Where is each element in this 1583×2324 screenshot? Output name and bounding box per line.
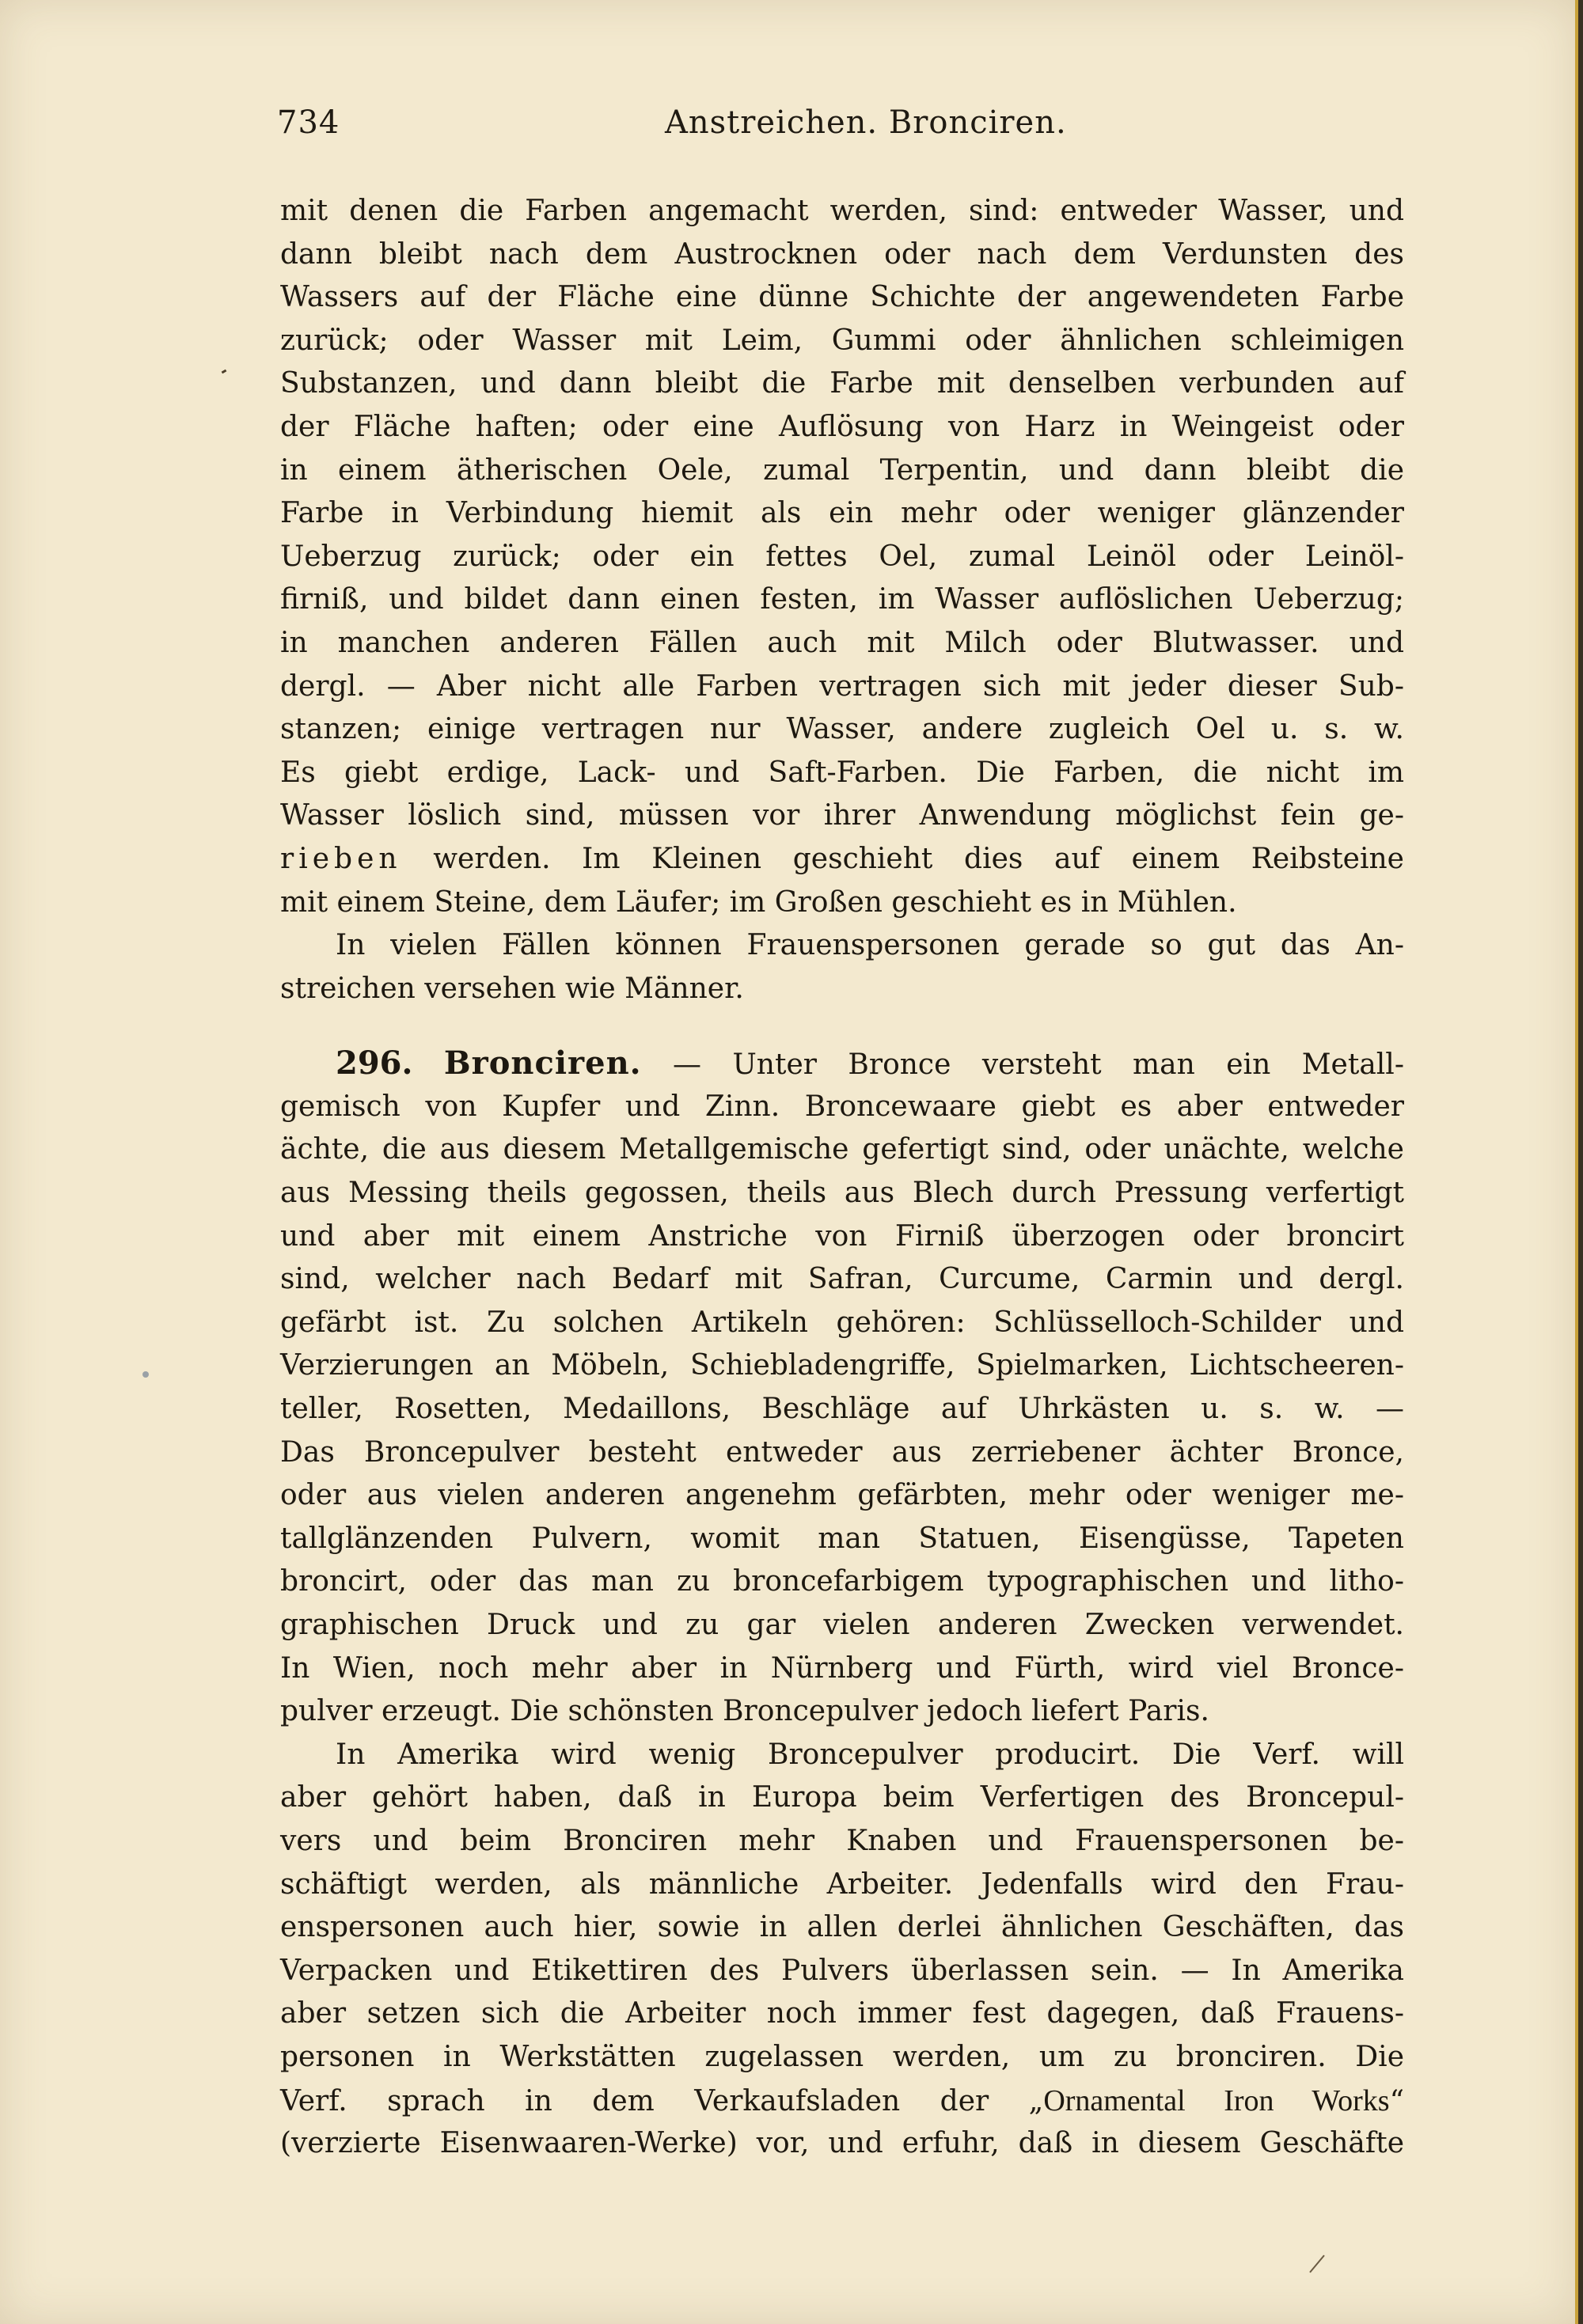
closing-quote: “ [1389,2084,1404,2117]
text-line: Verpacken und Etikettiren des Pulvers überlassen sein. — In Amerika [280,1954,1404,1987]
text-line: oder aus vielen anderen angenehm gefärbten, mehr oder weniger me- [280,1479,1404,1512]
text-line: aus Messing theils gegossen, theils aus Blech durch Pressung verfertigt [280,1177,1404,1210]
text-line: stanzen; einige vertragen nur Wasser, andere zugleich Oel u. s. w. [280,713,1404,746]
text-line: gemisch von Kupfer und Zinn. Broncewaare giebt es aber entweder [280,1090,1404,1123]
text-line: aber setzen sich die Arbeiter noch immer fest dagegen, daß Frauens- [280,1997,1404,2030]
text-line: In Wien, noch mehr aber in Nürnberg und Fürth, wird viel Bronce- [280,1651,1404,1685]
latin-phrase: Ornamental Iron Works [1043,2083,1390,2117]
text-line: schäftigt werden, als männliche Arbeiter. Jedenfalls wird den Frau- [280,1867,1404,1901]
body-text [280,190,1404,2166]
text-line: tallglänzenden Pulvern, womit man Statuen, Eisengüsse, Tapeten [280,1522,1404,1555]
text-line: Es giebt erdige, Lack- und Saft-Farben. Die Farben, die nicht im [280,756,1404,789]
text-line: broncirt, oder das man zu broncefarbigem typographischen und litho- [280,1565,1404,1598]
text-line: Das Broncepulver besteht entweder aus zerriebener ächter Bronce, [280,1435,1404,1469]
text-line: Substanzen, und dann bleibt die Farbe mit denselben verbunden auf [280,367,1404,400]
text-line [280,838,1404,881]
section-number: 296. [336,1044,413,1082]
text-line: sind, welcher nach Bedarf mit Safran, Curcume, Carmin und dergl. [280,1263,1404,1296]
pencil-mark [1309,2255,1325,2273]
text-line: in einem ätherischen Oele, zumal Terpentin, und dann bleibt die [280,453,1404,487]
section-first-line-text: — Unter Bronce versteht man ein Metall- [673,1048,1404,1082]
text-line: enspersonen auch hier, sowie in allen derlei ähnlichen Geschäften, das [280,1911,1404,1944]
section-heading-line [280,1042,1404,1086]
book-edge [1575,0,1583,2324]
text-line: ächte, die aus diesem Metallgemische gefertigt sind, oder unächte, welche [280,1133,1404,1166]
text-line: Verzierungen an Möbeln, Schiebladengriffe, Spielmarken, Lichtscheeren- [280,1349,1404,1382]
text-line: In Amerika wird wenig Broncepulver producirt. Die Verf. will [336,1738,1404,1771]
text-line: personen in Werkstätten zugelassen werden, um zu bronciren. Die [280,2040,1404,2073]
text-line: aber gehört haben, daß in Europa beim Verfertigen des Broncepul- [280,1781,1404,1814]
text-line: und aber mit einem Anstriche von Firniß überzogen oder broncirt [280,1219,1404,1253]
text-line: firniß, und bildet dann einen festen, im Wasser auflöslichen Ueberzug; [280,583,1404,616]
spaced-word: rieben [280,842,402,875]
text-line: pulver erzeugt. Die schönsten Broncepulver jedoch liefert Paris. [280,1695,1209,1728]
text-line: dergl. — Aber nicht alle Farben vertragen sich mit jeder dieser Sub- [280,669,1404,703]
text-line: (verzierte Eisenwaaren-Werke) vor, und erfuhr, daß in diesem Geschäfte [280,2127,1404,2160]
text-line: in manchen anderen Fällen auch mit Milch oder Blutwasser. und [280,626,1404,659]
text-line: zurück; oder Wasser mit Leim, Gummi oder ähnlichen schleimigen [280,324,1404,357]
running-title: Anstreichen. Bronciren. [665,104,1067,141]
text-line: Wasser löslich sind, müssen vor ihrer Anwendung möglichst fein ge- [280,799,1404,832]
margin-dot [142,1371,149,1378]
margin-mark [222,370,227,374]
text-line: streichen versehen wie Männer. [280,972,744,1005]
text-segment: Verf. sprach in dem Verkaufsladen der „ [280,2084,1044,2117]
text-line: der Fläche haften; oder eine Auflösung von Harz in Weingeist oder [280,410,1404,443]
text-line: gefärbt ist. Zu solchen Artikeln gehören: Schlüsselloch-Schilder und [280,1306,1404,1339]
text-line-rest: werden. Im Kleinen geschieht dies auf einem Reibsteine [433,842,1404,875]
text-line: Wassers auf der Fläche eine dünne Schichte der angewendeten Farbe [280,281,1404,314]
text-line: mit einem Steine, dem Läufer; im Großen geschieht es in Mühlen. [280,885,1237,919]
text-line: mit denen die Farben angemacht werden, sind: entweder Wasser, und [280,195,1404,227]
text-line [280,2079,1404,2123]
text-line: dann bleibt nach dem Austrocknen oder nach dem Verdunsten des [280,237,1404,271]
text-line: graphischen Druck und zu gar vielen anderen Zwecken verwendet. [280,1609,1404,1641]
text-line: vers und beim Bronciren mehr Knaben und Frauenspersonen be- [280,1824,1404,1857]
text-line: teller, Rosetten, Medaillons, Beschläge auf Uhrkästen u. s. w. — [280,1393,1404,1426]
section-title: Bronciren. [443,1044,642,1082]
page-header [277,104,1401,152]
text-line: Ueberzug zurück; oder ein fettes Oel, zumal Leinöl oder Leinöl- [280,540,1404,573]
text-line: Farbe in Verbindung hiemit als ein mehr oder weniger glänzender [280,497,1404,530]
text-line: In vielen Fällen können Frauenspersonen gerade so gut das An- [336,929,1404,962]
page-number: 734 [277,104,340,141]
